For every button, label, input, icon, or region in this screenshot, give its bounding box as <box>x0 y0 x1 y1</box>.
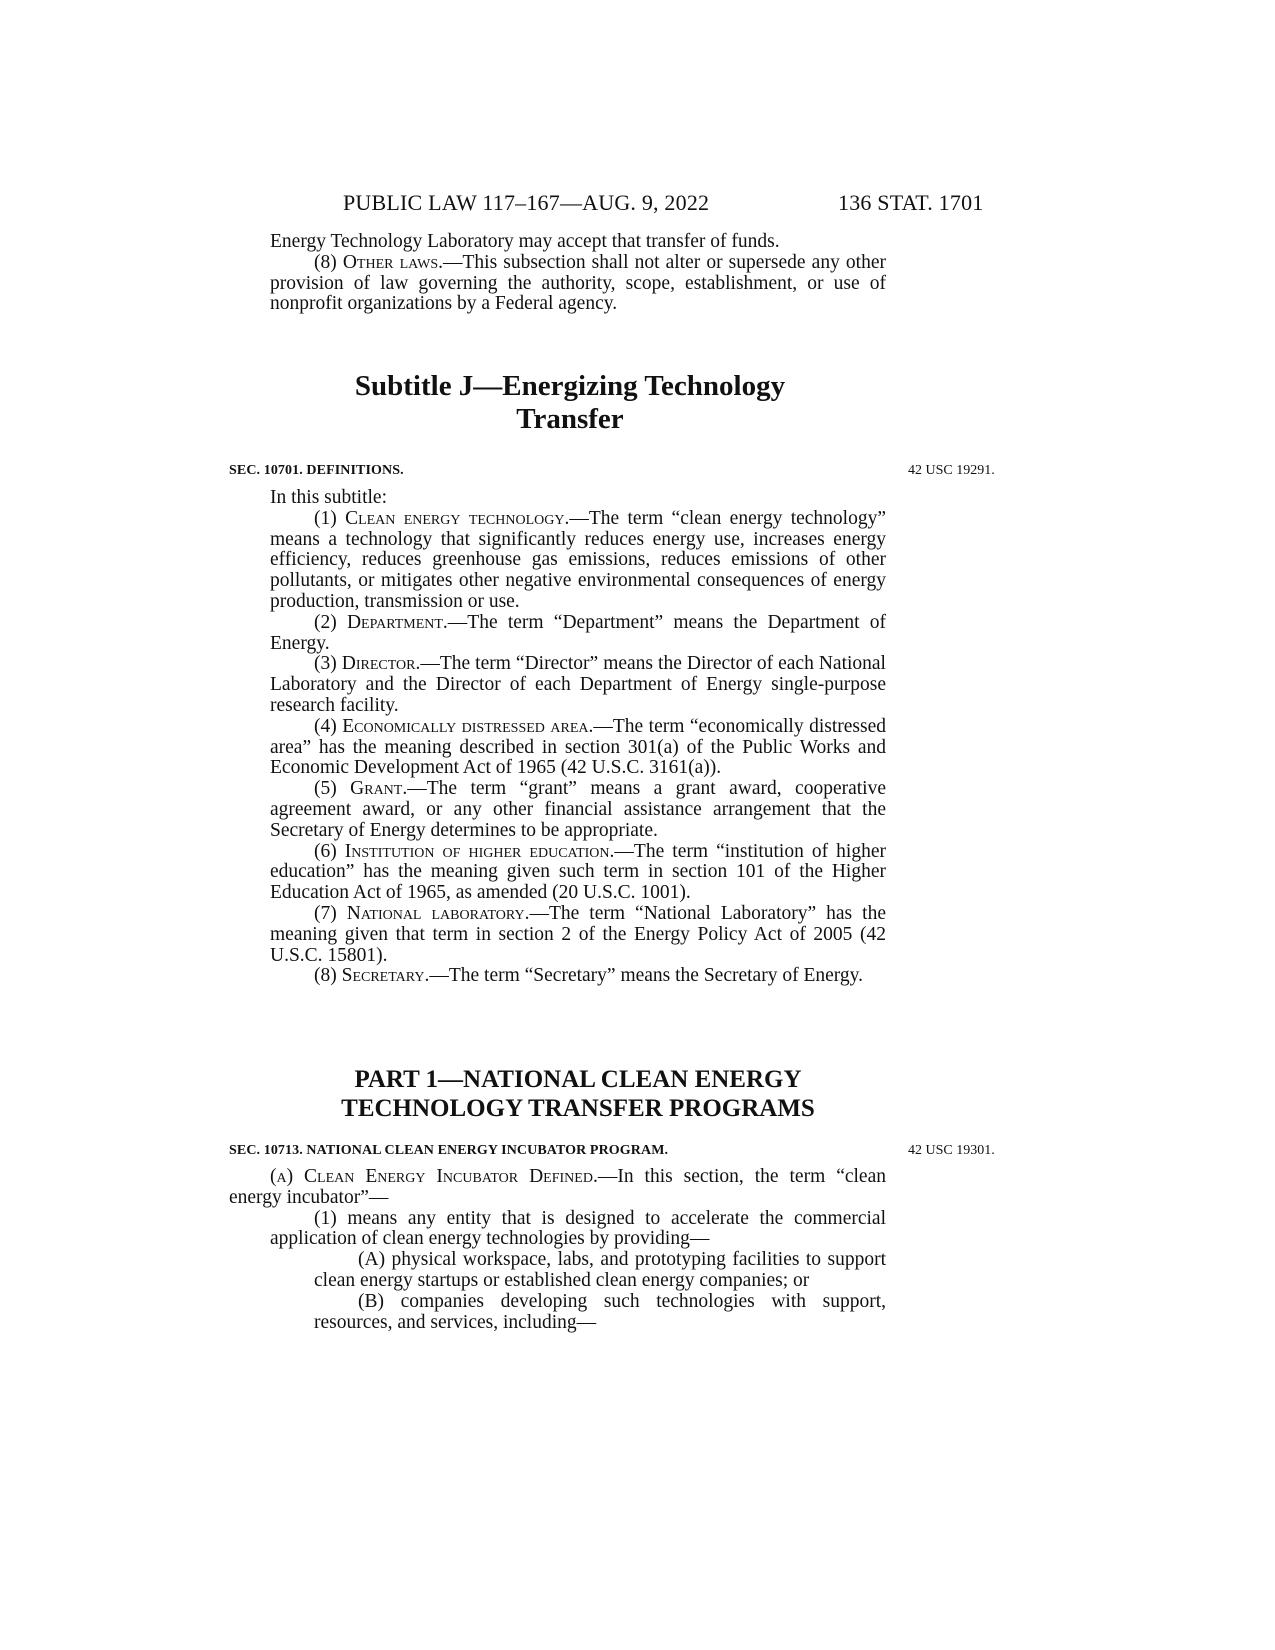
definition-label: (3) Director. <box>314 653 421 675</box>
subparagraph-a: (A) physical workspace, labs, and prototyping facilities to support clean energy startups or established clean energy companies; or <box>314 1249 886 1291</box>
definition-text: —The term “Department” means the Department of Energy. <box>270 611 886 654</box>
subtitle-line-2: Transfer <box>516 403 624 435</box>
definition-label: (1) Clean energy technology. <box>314 507 570 529</box>
definition-label: (8) Secretary. <box>314 965 430 987</box>
margin-citation-10713: 42 USC 19301. <box>908 1143 995 1158</box>
running-header-title: PUBLIC LAW 117–167—AUG. 9, 2022 <box>343 190 710 215</box>
part-heading <box>270 1066 886 1123</box>
definition-item <box>270 779 886 841</box>
definition-item <box>270 842 886 904</box>
definition-label: (4) Economically distressed area. <box>314 715 594 737</box>
part-line-1: PART 1—NATIONAL CLEAN ENERGY <box>354 1066 802 1093</box>
definition-text: —The term “Director” means the Director of each National Laboratory and the Director of each Department of Energy single-purpose research facility. <box>270 653 886 716</box>
continuation-block <box>270 232 886 315</box>
section-heading-10701: SEC. 10701. DEFINITIONS. <box>229 463 404 478</box>
definition-label: (2) Department. <box>314 611 448 633</box>
definition-text: —The term “institution of higher education” has the meaning given such term in section 101 of the Higher Education Act of 1965, as amended (20 U.S.C. 1001). <box>270 840 886 904</box>
subsection-label: (a) Clean Energy Incubator Defined. <box>270 1166 598 1187</box>
definition-text: —The term “clean energy technology” means a technology that significantly reduces energy use, increases energy efficiency, reduces greenhouse gas emissions, reduces emissions of other pollutants, or mitigates other negative environmental consequences of energy production, transmission or use. <box>270 507 887 612</box>
continuation-paragraph: Energy Technology Laboratory may accept that transfer of funds. <box>270 231 780 252</box>
definitions-intro: In this subtitle: <box>270 487 387 508</box>
subparagraph-b: (B) companies developing such technologies with support, resources, and services, including— <box>314 1290 886 1333</box>
definition-item <box>270 654 886 716</box>
definition-text: —The term “economically distressed area” has the meaning described in section 301(a) of the Public Works and Economic Development Act of 1965 (42 U.S.C. 3161(a)). <box>270 715 886 779</box>
definition-item <box>270 613 886 655</box>
definition-label: (6) Institution of higher education. <box>314 840 615 862</box>
margin-citation-10701: 42 USC 19291. <box>908 463 995 478</box>
definition-text: —The term “Secretary” means the Secretary of Energy. <box>429 965 864 987</box>
paragraph-1: (1) means any entity that is designed to accelerate the commercial application of clean energy technologies by providing— <box>270 1207 886 1250</box>
definition-text: —The term “grant” means a grant award, cooperative agreement award, or any other financial assistance arrangement that the Secretary of Energy determines to be appropriate. <box>270 778 886 841</box>
section-heading-10713: SEC. 10713. NATIONAL CLEAN ENERGY INCUBATOR PROGRAM. <box>229 1143 669 1158</box>
definition-item <box>270 966 886 987</box>
definition-item <box>270 717 886 779</box>
part-line-2: TECHNOLOGY TRANSFER PROGRAMS <box>341 1094 815 1122</box>
other-laws-paragraph <box>270 253 886 315</box>
definitions-block <box>270 488 886 987</box>
paragraph-label: (8) Other laws. <box>314 251 443 273</box>
definition-label: (5) Grant. <box>314 778 408 800</box>
subtitle-line-1: Subtitle J—Energizing Technology <box>354 370 786 402</box>
incubator-block <box>229 1167 886 1333</box>
definition-label: (7) National laboratory. <box>314 902 530 924</box>
subtitle-heading <box>280 370 860 436</box>
page-stat-number: 136 STAT. 1701 <box>838 190 984 215</box>
definition-item <box>270 509 886 613</box>
subsection-text: —In this section, the term “clean energy incubator”— <box>229 1166 886 1208</box>
subsection-a <box>229 1167 886 1209</box>
paragraph-text: —This subsection shall not alter or supersede any other provision of law governing the authority, scope, establishment, or use of nonprofit organizations by a Federal agency. <box>270 251 886 315</box>
definition-text: —The term “National Laboratory” has the meaning given that term in section 2 of the Energy Policy Act of 2005 (42 U.S.C. 15801). <box>270 902 886 966</box>
definition-item <box>270 904 886 966</box>
